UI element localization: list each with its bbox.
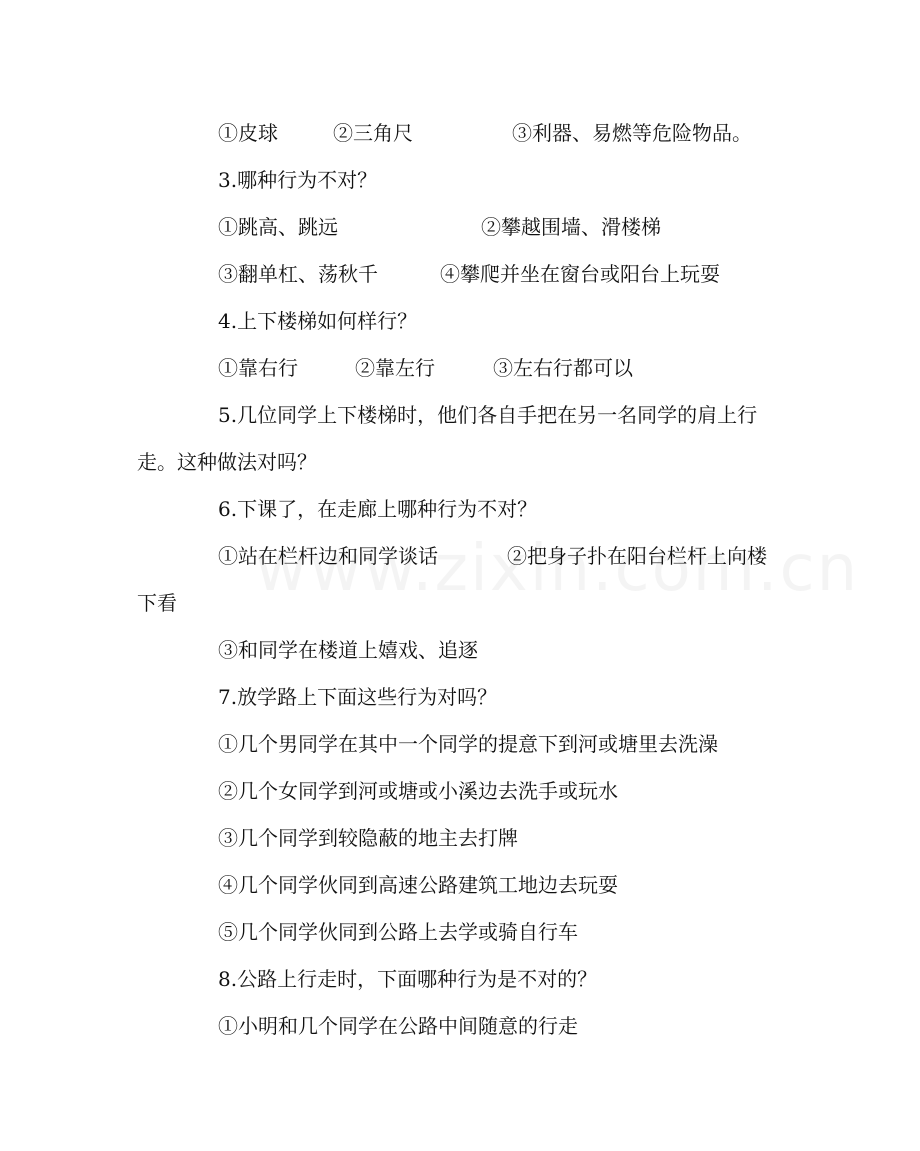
- options-row-q3-a: [218, 213, 338, 241]
- option-text: ②三角尺: [333, 121, 413, 145]
- options-row-q6-continued: 下看: [137, 591, 177, 615]
- option-q7-5: ⑤几个同学伙同到公路上去学或骑自行车: [218, 920, 578, 944]
- question-7: 7.放学路上下面这些行为对吗？: [218, 685, 498, 709]
- option-text: ③翻单杠、荡秋千: [218, 262, 378, 286]
- question-4: 4.上下楼梯如何样行？: [218, 309, 418, 333]
- option-text: ①靠右行: [218, 356, 298, 380]
- option-text: ②把身子扑在阳台栏杆上向楼: [507, 544, 767, 568]
- options-row-q2: [218, 119, 278, 147]
- option-text: ③左右行都可以: [493, 356, 633, 380]
- option-text: ③利器、易燃等危险物品。: [512, 121, 752, 145]
- options-row-q3-b: [218, 260, 378, 288]
- question-5-continued: 走。这种做法对吗？: [137, 450, 317, 474]
- option-text: ④攀爬并坐在窗台或阳台上玩耍: [440, 262, 720, 286]
- option-q7-4: ④几个同学伙同到高速公路建筑工地边去玩耍: [218, 873, 618, 897]
- options-row-q4-opt2: [355, 354, 435, 382]
- options-row-q6-a-opt2: [507, 542, 767, 570]
- option-q8-1: ①小明和几个同学在公路中间随意的行走: [218, 1014, 578, 1038]
- option-text: ①皮球: [218, 121, 278, 145]
- options-row-q4-opt3: [493, 354, 633, 382]
- options-row-q2-opt2: [333, 119, 413, 147]
- options-row-q3-b-opt2: [440, 260, 720, 288]
- options-row-q2-opt3: [512, 119, 752, 147]
- question-6: 6.下课了，在走廊上哪种行为不对？: [218, 497, 538, 521]
- options-row-q6-a: [218, 542, 438, 570]
- question-5: 5.几位同学上下楼梯时，他们各自手把在另一名同学的肩上行: [218, 403, 758, 427]
- question-8: 8.公路上行走时，下面哪种行为是不对的？: [218, 967, 598, 991]
- options-row-q3-a-opt2: [481, 213, 661, 241]
- option-text: ②攀越围墙、滑楼梯: [481, 215, 661, 239]
- option-text: ①站在栏杆边和同学谈话: [218, 544, 438, 568]
- option-text: ①跳高、跳远: [218, 215, 338, 239]
- question-3: 3.哪种行为不对？: [218, 168, 378, 192]
- option-q7-2: ②几个女同学到河或塘或小溪边去洗手或玩水: [218, 779, 618, 803]
- option-text: ②靠左行: [355, 356, 435, 380]
- option-q6-3: ③和同学在楼道上嬉戏、追逐: [218, 638, 478, 662]
- option-q7-1: ①几个男同学在其中一个同学的提意下到河或塘里去洗澡: [218, 732, 718, 756]
- options-row-q4: [218, 354, 298, 382]
- option-q7-3: ③几个同学到较隐蔽的地主去打牌: [218, 826, 518, 850]
